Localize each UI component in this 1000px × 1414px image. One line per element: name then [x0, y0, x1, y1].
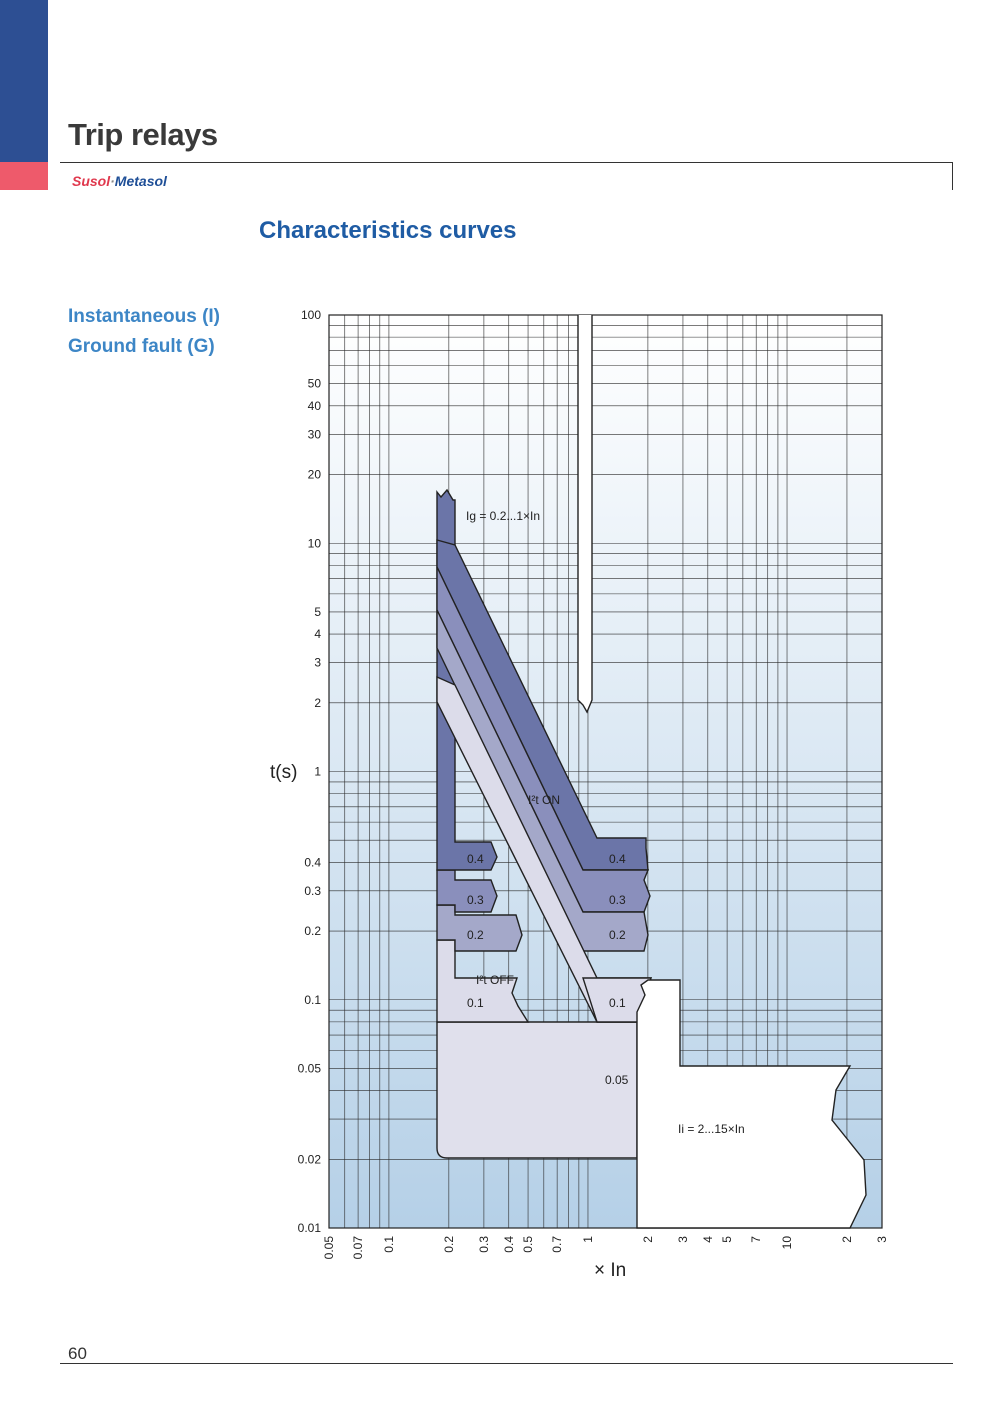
ground-fault-pickup-outline — [578, 315, 592, 712]
x-tick-label: 7 — [749, 1236, 764, 1243]
label-delay-left-0-3: 0.3 — [467, 893, 484, 907]
y-tick-label: 1 — [314, 764, 321, 779]
x-axis-label: × In — [594, 1260, 627, 1281]
x-tick-labels — [322, 1236, 889, 1260]
y-tick-label: 5 — [314, 604, 321, 619]
x-tick-label: 0.05 — [322, 1236, 336, 1260]
y-tick-label: 0.4 — [304, 855, 321, 870]
label-delay-right-0-1: 0.1 — [609, 996, 626, 1010]
x-tick-label: 2 — [640, 1236, 655, 1243]
y-tick-label: 20 — [307, 467, 321, 482]
y-tick-label: 40 — [307, 398, 321, 413]
footer-divider — [60, 1363, 953, 1364]
label-delay-right-0-3: 0.3 — [609, 893, 626, 907]
annotation-instantaneous-range: Ii = 2...15×In — [678, 1122, 745, 1136]
brand-part-2: Metasol — [114, 173, 167, 189]
label-instantaneous-delay: 0.05 — [605, 1073, 629, 1087]
x-tick-label: 4 — [700, 1236, 715, 1243]
y-tick-label: 0.01 — [297, 1221, 321, 1235]
annotation-i2t-on: I²t ON — [528, 793, 560, 807]
label-delay-right-0-4: 0.4 — [609, 852, 626, 866]
page-title: Trip relays — [68, 117, 218, 152]
y-axis-label: t(s) — [270, 762, 298, 783]
brand-part-1: Susol — [72, 173, 111, 189]
x-tick-label: 3 — [875, 1236, 889, 1243]
section-title: Characteristics curves — [259, 217, 517, 244]
x-tick-label: 3 — [675, 1236, 690, 1243]
y-tick-label: 100 — [300, 308, 321, 322]
label-ground-fault: Ground fault (G) — [68, 336, 215, 357]
label-instantaneous: Instantaneous (I) — [68, 306, 221, 327]
annotation-ground-fault-range: Ig = 0.2...1×In — [466, 509, 541, 523]
y-tick-label: 50 — [307, 376, 321, 391]
band-instantaneous-0-05 — [437, 1022, 637, 1158]
x-tick-label: 5 — [720, 1236, 735, 1243]
y-tick-labels — [298, 308, 322, 1235]
annotation-i2t-off: I²t OFF — [476, 973, 514, 987]
x-tick-label: 0.5 — [521, 1236, 536, 1253]
x-tick-label: 0.07 — [351, 1236, 366, 1260]
x-tick-label: 10 — [780, 1236, 795, 1250]
x-tick-label: 0.3 — [476, 1236, 491, 1253]
y-tick-label: 10 — [307, 536, 321, 551]
label-delay-left-0-4: 0.4 — [467, 852, 484, 866]
y-tick-label: 2 — [314, 695, 321, 710]
label-delay-right-0-2: 0.2 — [609, 928, 626, 942]
label-delay-left-0-2: 0.2 — [467, 928, 484, 942]
x-tick-label: 0.4 — [501, 1236, 516, 1253]
y-tick-label: 0.05 — [297, 1061, 321, 1076]
brand-separator: · — [110, 173, 115, 189]
y-tick-label: 30 — [307, 427, 321, 442]
x-tick-label: 1 — [580, 1236, 595, 1243]
y-tick-label: 4 — [314, 627, 321, 642]
y-tick-label: 0.02 — [297, 1152, 321, 1167]
label-delay-left-0-1: 0.1 — [467, 996, 484, 1010]
x-tick-label: 2 — [839, 1236, 854, 1243]
y-tick-label: 0.2 — [304, 924, 321, 939]
x-tick-label: 0.2 — [441, 1236, 456, 1253]
y-tick-label: 0.3 — [304, 883, 321, 898]
x-tick-label: 0.7 — [550, 1236, 565, 1253]
y-tick-label: 0.1 — [304, 992, 321, 1007]
page-number: 60 — [68, 1344, 87, 1363]
y-tick-label: 3 — [314, 655, 321, 670]
x-tick-label: 0.1 — [381, 1236, 396, 1253]
